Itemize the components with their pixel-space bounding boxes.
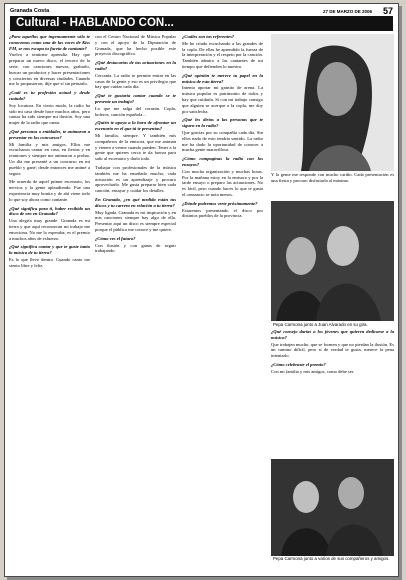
interview-answer: Mi familia, siempre. Y también mis compañeros de la emisora, que me animan y vienen a verme cuando pueden. Tener a la gente que quieres cerca te da fuerza para salir al escenario y darlo todo. <box>95 132 176 162</box>
article-column-3 <box>182 34 263 572</box>
interview-answer: Con mi familia y mis amigos, como debe ser. <box>271 368 355 374</box>
stage-photo-illustration <box>271 459 394 556</box>
page-number: 57 <box>382 6 393 16</box>
interview-answer: Soy locutora. En cierto modo, la radio ha sido mi casa desde hace muchos años, pero cantar ha sido siempre mi ilusión. Soy una mujer de la radio que canta. <box>9 102 90 126</box>
portrait-photo <box>271 34 394 171</box>
interview-question: ¿Qué significa cantar y que te guste tanto la música de tu tierra? <box>9 244 90 256</box>
interview-answer: Y la gente me responde con mucho cariño. Cada presentación es una fiesta y procuro disfrutarla al máximo. <box>271 172 394 183</box>
interview-answer: Lo que me salga del corazón. Copla, boleros, canción española... <box>95 105 176 117</box>
article-column-2 <box>95 34 176 572</box>
portrait-illustration <box>271 34 394 171</box>
interview-answer: Con mucha organización y muchas horas. Por la mañana estoy en la emisora y por la tarde ensayo o preparo las actuaciones. No es fácil, pero cuando haces lo que te gusta el cansancio se nota menos. <box>182 168 263 197</box>
article-column-4a <box>271 172 394 200</box>
group-photo <box>271 201 394 321</box>
interview-answer: Mi familia y mis amigos. Ellos me escucharon cantar en casa, en fiestas y en reuniones y siempre me animaron a probar. Un día me presenté a un concurso en mi pueblo y gané; desde entonces me animé a seguir. <box>9 141 90 176</box>
interview-answer: con el Centro Nacional de Música Popular y con el apoyo de la Diputación de Granada, que ha hecho posible este proyecto discográfico. <box>95 34 176 57</box>
interview-question: ¿Cómo compaginas la radio con los ensayos? <box>182 156 263 167</box>
interview-answer: Me he criado escuchando a las grandes de la copla. De ellas he aprendido la fuerza de la interpretación y el respeto por la canción. También admiro a las cantantes de mi tiempo que defienden lo nuestro. <box>182 40 263 69</box>
interview-answer: Que gracias por su compañía cada día. Sin ellos nada de esto tendría sentido. La radio me ha dado la oportunidad de conocer a mucha gente maravillosa. <box>182 129 263 153</box>
issue-date: 27 DE MARZO DE 2006 <box>322 9 372 14</box>
interview-question: ¿Cómo celebraste el premio? <box>271 361 326 367</box>
interview-answer: Es lo que llevo dentro. Cuando canto me siento libre y feliz. <box>9 256 90 268</box>
interview-answer: Cercanía. La radio te permite entrar en las casas de la gente y eso es un privilegio que hay que cuidar cada día. <box>95 72 176 90</box>
interview-question: ¿Qué les dirías a las personas que te siguen en la radio? <box>182 117 263 129</box>
section-title: Cultural - HABLANDO CON... <box>16 17 174 29</box>
interview-answer: Estaremos presentando el disco por distintos pueblos de la provincia. <box>182 207 263 219</box>
photo-caption: Pepa Carmona junto a Juan Alvarado en su gira. <box>273 322 368 327</box>
publication-name: Granada Costa <box>10 8 50 14</box>
interview-question: ¿Qué personas o entidades, te animaron a presentar en los concursos? <box>9 128 90 140</box>
interview-question: En Granada, ¿en qué medida están tus discos y tu carrera en relación a tu tierra? <box>95 196 176 208</box>
interview-answer: Me acuerdo de aquel primer escenario, los nervios y la gente aplaudiendo. Fue una experiencia muy bonita y de ahí viene todo lo que soy ahora como cantante. <box>9 179 90 202</box>
interview-answer: Vuelvo a sentirme aprendiz. Hay que preparar un nuevo disco, el tercero de la serie, con canciones nuevas, grabarlo, buscar un productor y hacer presentaciones y conciertos en diversas ciudades. Cuando me lo propusieron, dije que sí sin pensarlo. <box>9 52 90 87</box>
stage-photo <box>271 459 394 556</box>
interview-question: ¿Qué significa para ti, haber recibido un disco de oro en Granada? <box>9 205 90 217</box>
interview-answer: Que trabajen mucho, que se formen y que no pierdan la ilusión. Es un camino difícil, pero si de verdad te gusta, merece la pena intentarlo. <box>271 341 394 359</box>
interview-question: ¿Cuáles son tus referentes? <box>182 34 235 39</box>
interview-answer: Muy ligada. Granada es mi inspiración y en mis canciones siempre hay algo de ella. Presentar aquí un disco es siempre especial porque el público me conoce y me quiere. <box>95 209 176 232</box>
interview-question: ¿Quién te apoya a la hora de afrontar un escenario en el que tú te presentas? <box>95 120 176 132</box>
interview-question: ¿Cuál es tu profesión actual y desde cuándo? <box>9 90 90 101</box>
interview-answer: Con ilusión y con ganas de seguir trabajando. <box>95 242 176 254</box>
interview-question: ¿Qué opinión te merece tu papel en la música de esta tierra? <box>182 72 263 84</box>
interview-question: ¿Para aquellos que ingenuamente sólo te conocemos como una de las voces de Kiss FM, se nos escapa tu faceta de cantante? <box>9 34 90 51</box>
interview-question: ¿Qué consejo darías a los jóvenes que quieren dedicarse a la música? <box>271 329 394 340</box>
page-header <box>10 7 393 16</box>
interview-question: ¿Cómo ves el futuro? <box>95 235 136 241</box>
section-banner <box>10 16 393 31</box>
interview-answer: Una alegría muy grande. Granada es mi tierra y que aquí reconozcan mi trabajo me emociona. No me lo esperaba; es el premio a muchos años de esfuerzo. <box>9 218 90 241</box>
article-column-4b <box>271 329 394 457</box>
group-photo-illustration <box>271 201 394 321</box>
interview-answer: Trabajar con profesionales de la música también me ha enseñado mucho; cada actuación es un aprendizaje y procuro aprovecharlo. Me gusta preparar bien cada canción, ensayar y cuidar los detalles. <box>95 164 176 194</box>
article-column-1 <box>9 34 90 572</box>
interview-question: ¿Qué te gustaría cantar cuando se te presente un trabajo? <box>95 93 176 104</box>
photo-caption: Pepa Carmona junto a varios de sus compañeros y amigos. <box>273 556 390 561</box>
newspaper-page <box>4 3 399 577</box>
interview-answer: Intento aportar mi granito de arena. La música popular es patrimonio de todos y hay que cuidarla. Si con mi trabajo consigo que alguien se acerque a la copla, me doy por satisfecha. <box>182 85 263 114</box>
interview-question: ¿Qué destacarías de tus actuaciones en la radio? <box>95 60 176 71</box>
interview-question: ¿Dónde podremos verte próximamente? <box>182 200 258 206</box>
